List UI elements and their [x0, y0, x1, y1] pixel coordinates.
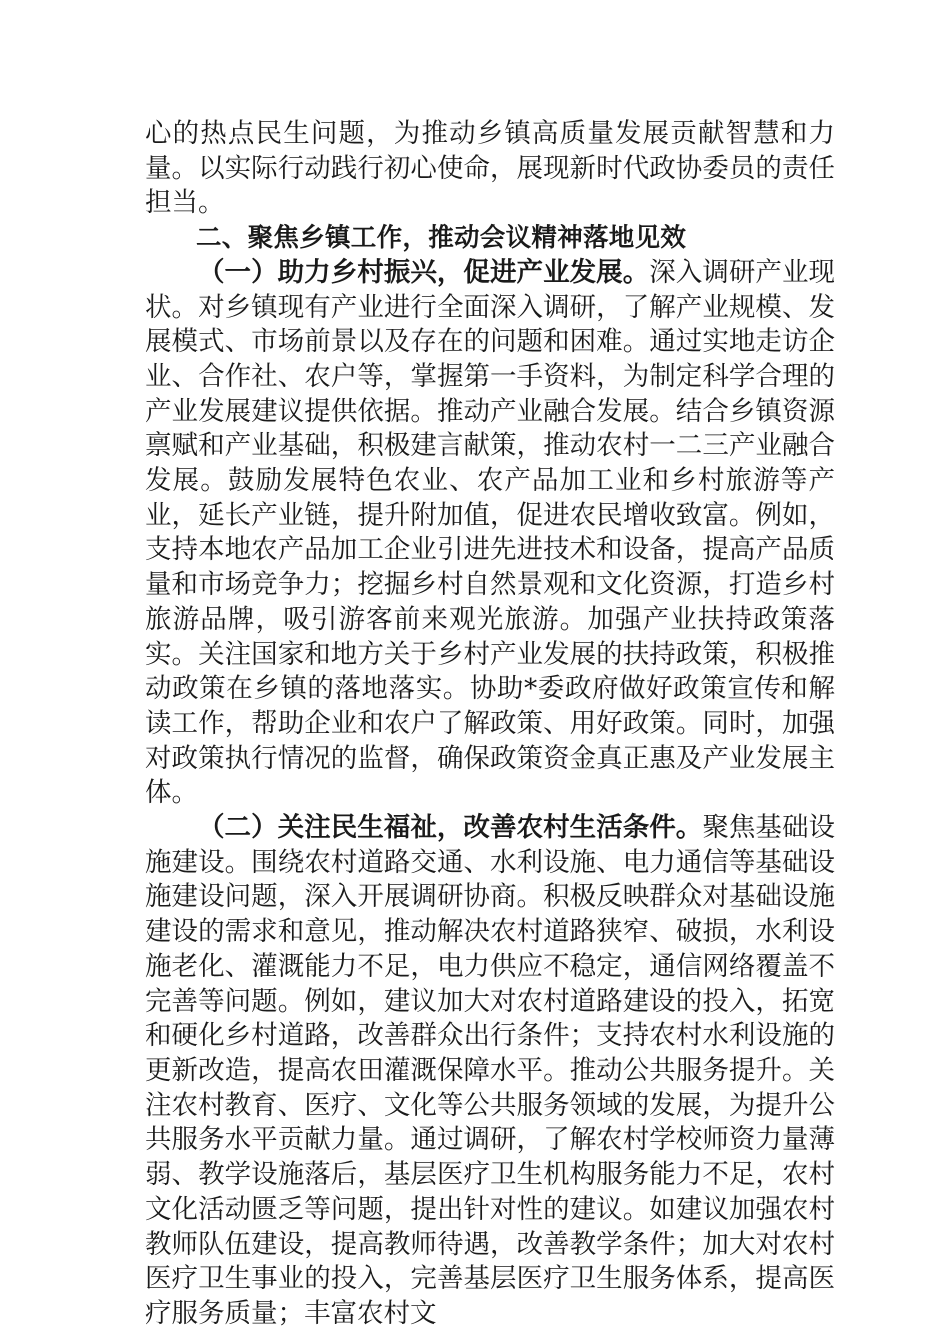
subsection-1-title: （一）助力乡村振兴，促进产业发展。 [198, 256, 650, 288]
section-heading: 二、聚焦乡镇工作，推动会议精神落地见效 [196, 223, 687, 254]
subsection-1-paragraph [145, 256, 835, 811]
subsection-1-body: 深入调研产业现状。对乡镇现有产业进行全面深入调研，了解产业规模、发展模式、市场前景以及存在的问题和困难。通过实地走访企业、合作社、农户等，掌握第一手资料，为制定科学合理的产业发展建议提供依据。推动产业融合发展。结合乡镇资源禀赋和产业基础，积极建言献策，推动农村一二三产业融合发展。鼓励发展特色农业、农产品加工业和乡村旅游等产业，延长产业链，提升附加值，促进农民增收致富。例如，支持本地农产品加工企业引进先进技术和设备，提高产品质量和市场竞争力；挖掘乡村自然景观和文化资源，打造乡村旅游品牌，吸引游客前来观光旅游。加强产业扶持政策落实。关注国家和地方关于乡村产业发展的扶持政策，积极推动政策在乡镇的落地落实。协助*委政府做好政策宣传和解读工作，帮助企业和农户了解政策、用好政策。同时，加强对政策执行情况的监督，确保政策资金真正惠及产业发展主体。 [145, 256, 836, 809]
paragraph-continuation: 心的热点民生问题，为推动乡镇高质量发展贡献智慧和力量。以实际行动践行初心使命，展现新时代政协委员的责任担当。 [145, 118, 835, 219]
subsection-2-title: （二）关注民生福祉，改善农村生活条件。 [198, 812, 703, 844]
subsection-2-body: 聚焦基础设施建设。围绕农村道路交通、水利设施、电力通信等基础设施建设问题，深入开展调研协商。积极反映群众对基础设施建设的需求和意见，推动解决农村道路狭窄、破损，水利设施老化、灌溉能力不足，电力供应不稳定，通信网络覆盖不完善等问题。例如，建议加大对农村道路建设的投入，拓宽和硬化乡村道路，改善群众出行条件；支持农村水利设施的更新改造，提高农田灌溉保障水平。推动公共服务提升。关注农村教育、医疗、文化等公共服务领域的发展，为提升公共服务水平贡献力量。通过调研，了解农村学校师资力量薄弱、教学设施落后，基层医疗卫生机构服务能力不足，农村文化活动匮乏等问题，提出针对性的建议。如建议加强农村教师队伍建设，提高教师待遇，改善教学条件；加大对农村医疗卫生事业的投入，完善基层医疗卫生服务体系，提高医疗服务质量；丰富农村文 [145, 812, 836, 1329]
subsection-2-paragraph [145, 811, 835, 1332]
document-body [145, 117, 835, 1332]
